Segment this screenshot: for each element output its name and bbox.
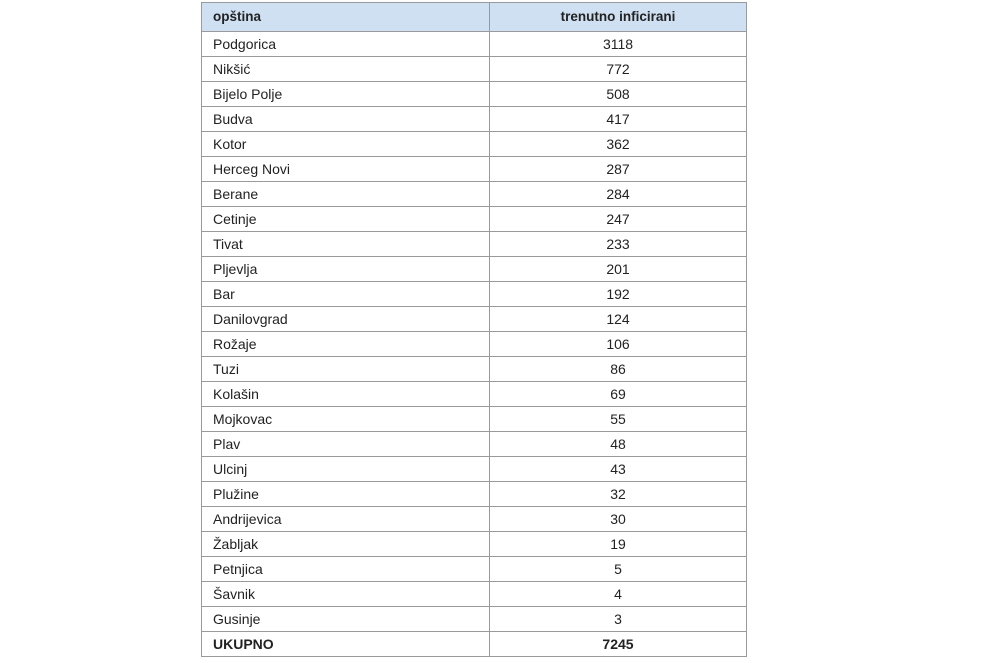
table-row — [202, 357, 747, 382]
municipality-cell: Bar — [202, 282, 490, 307]
infected-count-cell: 48 — [490, 432, 747, 457]
infected-count-cell: 4 — [490, 582, 747, 607]
municipality-cell: Plav — [202, 432, 490, 457]
infected-count-cell: 106 — [490, 332, 747, 357]
municipality-cell: Plužine — [202, 482, 490, 507]
infected-count-cell: 32 — [490, 482, 747, 507]
total-row — [202, 632, 747, 657]
infected-count-cell: 772 — [490, 57, 747, 82]
infected-count-cell: 508 — [490, 82, 747, 107]
infected-count-cell: 3 — [490, 607, 747, 632]
table-row — [202, 332, 747, 357]
municipality-cell: Kotor — [202, 132, 490, 157]
infected-count-cell: 55 — [490, 407, 747, 432]
infected-count-cell: 19 — [490, 532, 747, 557]
municipality-cell: Danilovgrad — [202, 307, 490, 332]
municipality-cell: Budva — [202, 107, 490, 132]
table-row — [202, 82, 747, 107]
table-row — [202, 432, 747, 457]
total-label: UKUPNO — [202, 632, 490, 657]
table-row — [202, 207, 747, 232]
table-row — [202, 507, 747, 532]
infected-count-cell: 5 — [490, 557, 747, 582]
table-row — [202, 107, 747, 132]
municipality-cell: Mojkovac — [202, 407, 490, 432]
municipality-cell: Nikšić — [202, 57, 490, 82]
infected-count-cell: 417 — [490, 107, 747, 132]
municipality-cell: Pljevlja — [202, 257, 490, 282]
municipality-cell: Andrijevica — [202, 507, 490, 532]
table-row — [202, 582, 747, 607]
municipality-cell: Rožaje — [202, 332, 490, 357]
municipality-cell: Cetinje — [202, 207, 490, 232]
table-row — [202, 32, 747, 57]
infected-count-cell: 247 — [490, 207, 747, 232]
table-row — [202, 557, 747, 582]
infected-count-cell: 69 — [490, 382, 747, 407]
infected-count-cell: 30 — [490, 507, 747, 532]
infected-count-cell: 233 — [490, 232, 747, 257]
municipality-cell: Tivat — [202, 232, 490, 257]
infected-count-cell: 43 — [490, 457, 747, 482]
table-row — [202, 407, 747, 432]
table-row — [202, 382, 747, 407]
municipality-cell: Kolašin — [202, 382, 490, 407]
infected-count-cell: 192 — [490, 282, 747, 307]
header-currently-infected: trenutno inficirani — [490, 3, 747, 32]
header-municipality: opština — [202, 3, 490, 32]
infected-count-cell: 201 — [490, 257, 747, 282]
municipality-cell: Šavnik — [202, 582, 490, 607]
municipality-cell: Berane — [202, 182, 490, 207]
municipality-cell: Gusinje — [202, 607, 490, 632]
table-row — [202, 482, 747, 507]
total-value: 7245 — [490, 632, 747, 657]
table-row — [202, 457, 747, 482]
table-row — [202, 257, 747, 282]
municipality-cell: Herceg Novi — [202, 157, 490, 182]
municipality-cell: Tuzi — [202, 357, 490, 382]
infected-count-cell: 3118 — [490, 32, 747, 57]
table-row — [202, 232, 747, 257]
infected-count-cell: 124 — [490, 307, 747, 332]
table-header-row — [202, 3, 747, 32]
table-row — [202, 182, 747, 207]
municipality-cell: Ulcinj — [202, 457, 490, 482]
table-row — [202, 132, 747, 157]
table-row — [202, 307, 747, 332]
table-row — [202, 532, 747, 557]
infections-table — [201, 2, 747, 657]
infected-count-cell: 86 — [490, 357, 747, 382]
municipality-cell: Žabljak — [202, 532, 490, 557]
table-body — [202, 32, 747, 657]
municipality-cell: Bijelo Polje — [202, 82, 490, 107]
table-row — [202, 282, 747, 307]
table-row — [202, 57, 747, 82]
infected-count-cell: 287 — [490, 157, 747, 182]
table-row — [202, 607, 747, 632]
municipality-cell: Podgorica — [202, 32, 490, 57]
table-row — [202, 157, 747, 182]
municipality-cell: Petnjica — [202, 557, 490, 582]
infected-count-cell: 284 — [490, 182, 747, 207]
infected-count-cell: 362 — [490, 132, 747, 157]
